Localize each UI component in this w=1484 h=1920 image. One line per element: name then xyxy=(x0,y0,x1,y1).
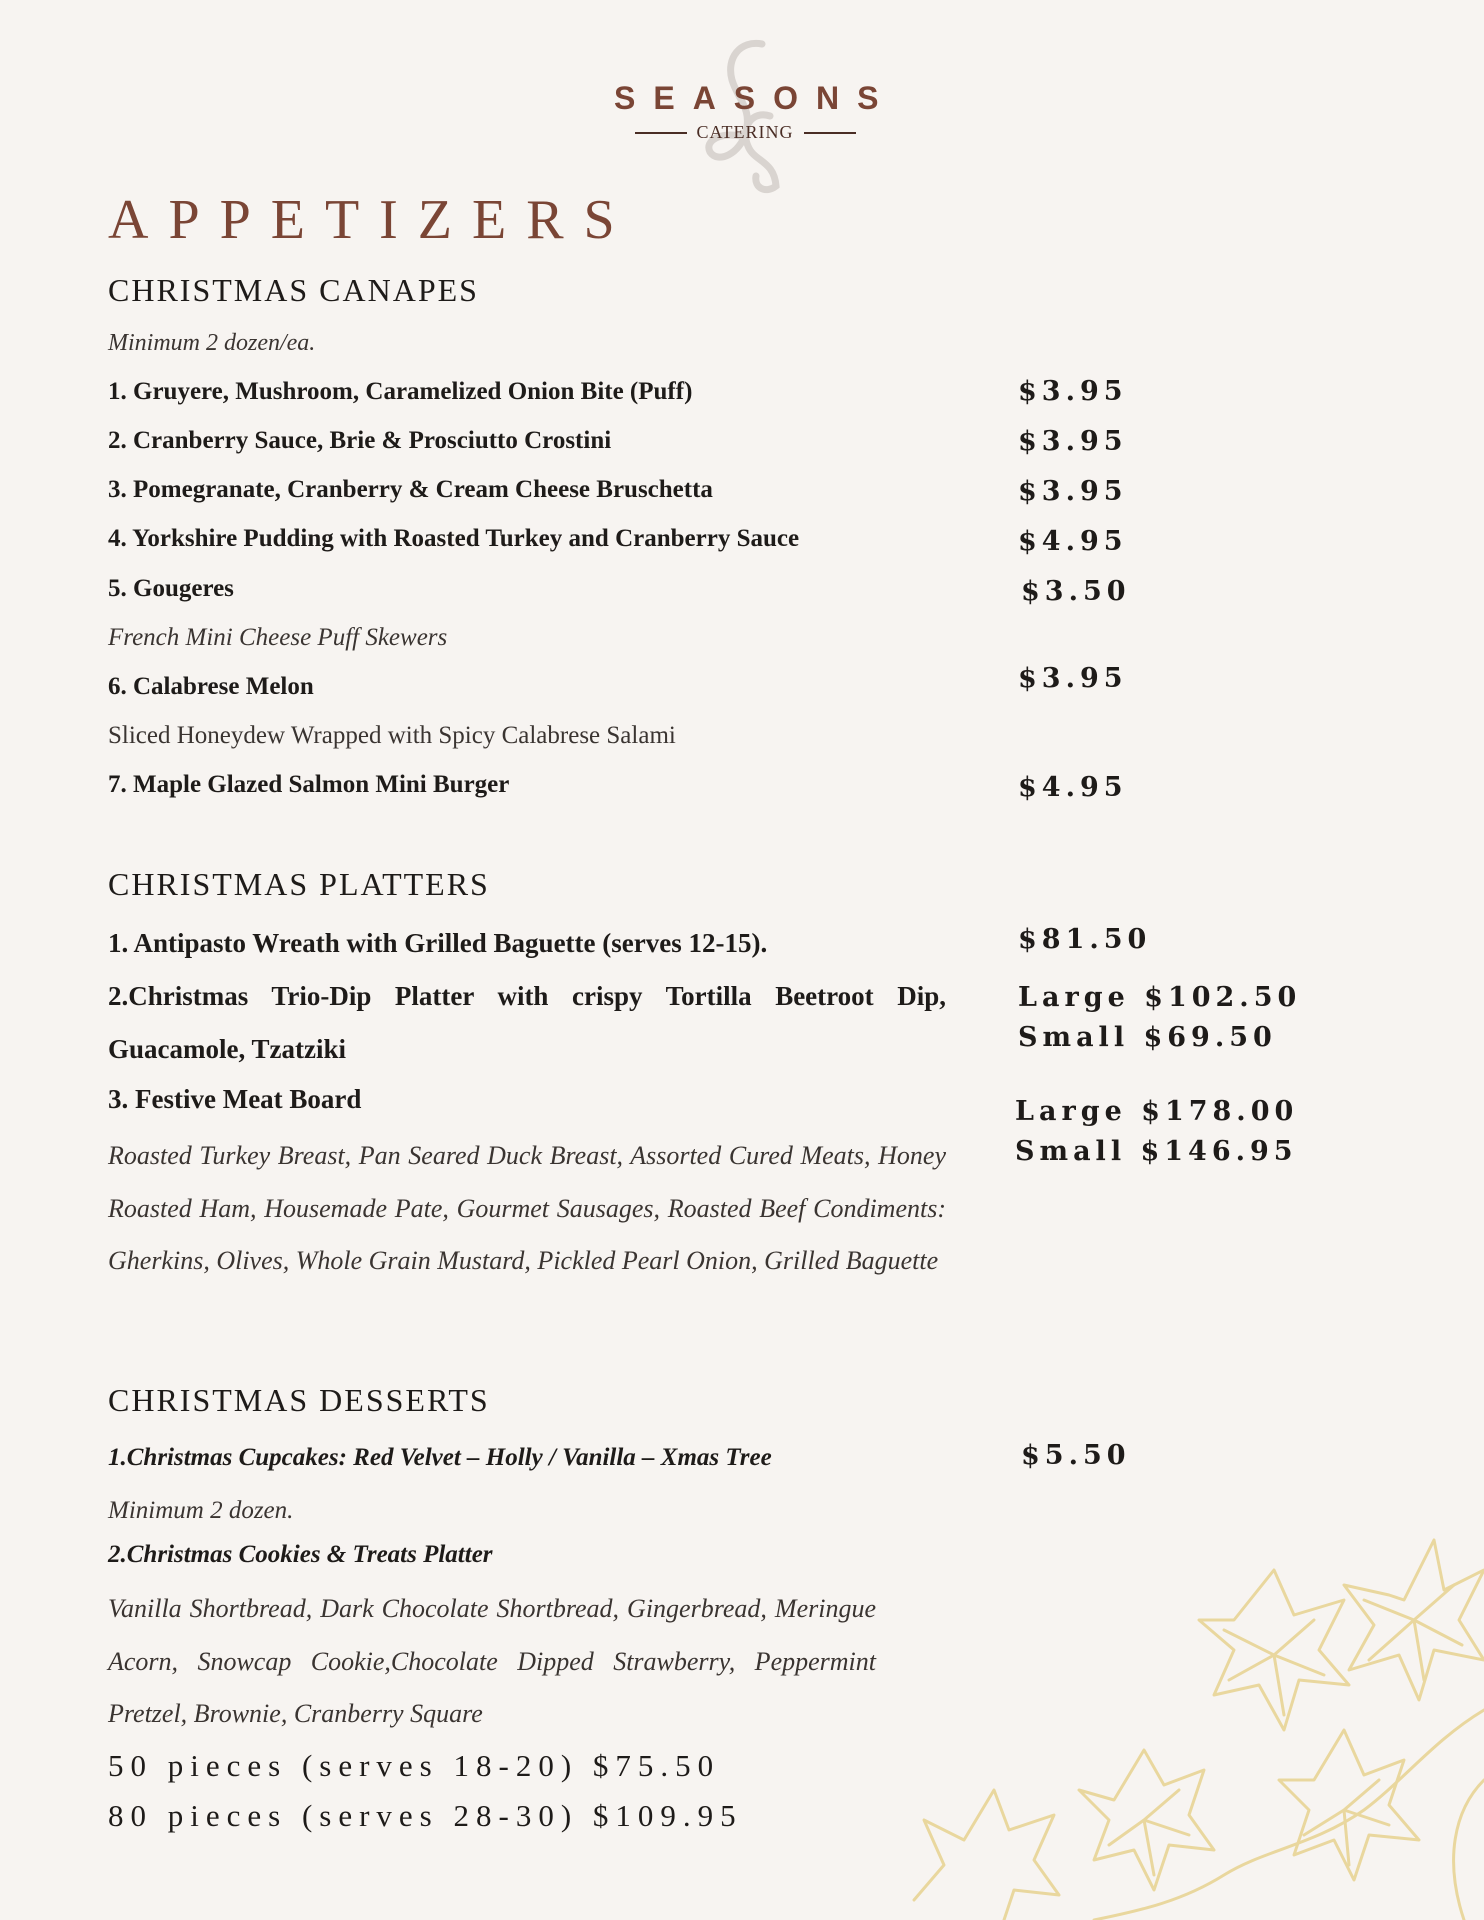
canape-desc-6: Sliced Honeydew Wrapped with Spicy Calabrese Salami xyxy=(108,722,676,749)
platter-item-2: 2.Christmas Trio-Dip Platter with crispy Tortilla Beetroot Dip, Guacamole, Tzatziki xyxy=(108,981,946,1064)
canape-price-6: $3.95 xyxy=(1018,663,1128,694)
platter-price-2-large: Large $102.50 xyxy=(1018,982,1302,1013)
platter-price-3-large: Large $178.00 xyxy=(1015,1096,1299,1127)
logo-brand-text: SEASONS xyxy=(614,80,897,116)
canape-price-2: $3.95 xyxy=(1018,426,1128,457)
canape-desc-5: French Mini Cheese Puff Skewers xyxy=(108,624,448,651)
ivy-leaves-decoration xyxy=(844,1480,1484,1920)
dessert-option-50: 50 pieces (serves 18-20) $75.50 xyxy=(108,1748,721,1783)
canapes-note: Minimum 2 dozen/ea. xyxy=(108,330,316,356)
canape-item-6: 6. Calabrese Melon xyxy=(108,673,314,700)
canape-item-5: 5. Gougeres xyxy=(108,575,234,602)
section-heading-desserts: CHRISTMAS DESSERTS xyxy=(108,1382,490,1418)
section-heading-platters: CHRISTMAS PLATTERS xyxy=(108,866,490,902)
platter-desc-3: Roasted Turkey Breast, Pan Seared Duck Breast, Assorted Cured Meats, Honey Roasted Ham, Housemade Pate, Gourmet Sausages, Roasted Beef Condiments: Gherkins, Olives, Whole Grain Mustard, Pickled Pearl Onion, Grilled Baguette xyxy=(108,1141,946,1275)
dessert-option-80: 80 pieces (serves 28-30) $109.95 xyxy=(108,1798,743,1833)
canape-price-3: $3.95 xyxy=(1018,476,1128,507)
logo-left-rule xyxy=(635,132,687,134)
logo xyxy=(600,36,897,196)
canape-item-1: 1. Gruyere, Mushroom, Caramelized Onion Bite (Puff) xyxy=(108,378,693,405)
dessert-item-2: 2.Christmas Cookies & Treats Platter xyxy=(108,1541,493,1568)
platter-item-1: 1. Antipasto Wreath with Grilled Baguette (serves 12-15). xyxy=(108,928,768,958)
logo-subtitle-text: CATERING xyxy=(696,122,794,142)
canape-price-1: $3.95 xyxy=(1018,376,1128,407)
canape-price-5: $3.50 xyxy=(1021,576,1131,607)
logo-right-rule xyxy=(804,132,856,134)
dessert-note-1: Minimum 2 dozen. xyxy=(108,1497,294,1524)
page-title: APPETIZERS xyxy=(108,189,635,251)
dessert-item-1: 1.Christmas Cupcakes: Red Velvet – Holly / Vanilla – Xmas Tree xyxy=(108,1444,772,1471)
canape-price-7: $4.95 xyxy=(1018,772,1128,803)
canape-item-4: 4. Yorkshire Pudding with Roasted Turkey and Cranberry Sauce xyxy=(108,525,800,552)
logo-subtitle xyxy=(620,122,870,143)
canape-price-4: $4.95 xyxy=(1018,526,1128,557)
section-heading-canapes: CHRISTMAS CANAPES xyxy=(108,272,479,308)
canape-item-3: 3. Pomegranate, Cranberry & Cream Cheese Bruschetta xyxy=(108,476,713,503)
platter-price-2-small: Small $69.50 xyxy=(1018,1022,1277,1053)
canape-item-2: 2. Cranberry Sauce, Brie & Prosciutto Crostini xyxy=(108,427,612,454)
platter-price-3-small: Small $146.95 xyxy=(1015,1136,1298,1167)
platter-price-1: $81.50 xyxy=(1018,924,1152,955)
leaf-2 xyxy=(1199,1570,1349,1730)
canape-item-7: 7. Maple Glazed Salmon Mini Burger xyxy=(108,771,510,798)
dessert-price-1: $5.50 xyxy=(1021,1440,1131,1471)
leaf-4 xyxy=(914,1790,1059,1920)
dessert-desc-2: Vanilla Shortbread, Dark Chocolate Shortbread, Gingerbread, Meringue Acorn, Snowcap Cookie,Chocolate Dipped Strawberry, Peppermint Pretzel, Brownie, Cranberry Square xyxy=(108,1594,876,1728)
platter-item-3: 3. Festive Meat Board xyxy=(108,1084,362,1114)
